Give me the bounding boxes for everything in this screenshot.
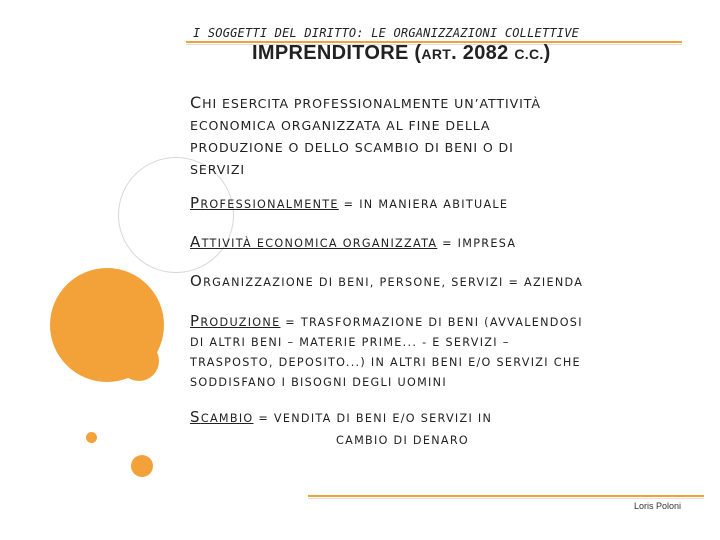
term-label: TTIVITÀ ECONOMICA ORGANIZZATA <box>201 237 438 250</box>
definition-paragraph <box>190 92 660 181</box>
decorative-circle-tiny <box>86 432 97 443</box>
definition-line2: ECONOMICA ORGANIZZATA AL FINE DELLA <box>190 118 491 133</box>
term-cap: P <box>190 312 201 330</box>
term-definition: = VENDITA DI BENI E/O SERVIZI IN <box>253 412 493 425</box>
slide-title <box>252 42 551 65</box>
term-definition: = IMPRESA <box>437 237 517 250</box>
title-art: ART <box>421 46 452 62</box>
definition-line3: PRODUZIONE O DELLO SCAMBIO DI BENI O DI <box>190 140 514 155</box>
decorative-circle-small <box>131 455 153 477</box>
term-definition: = IN MANIERA ABITUALE <box>338 198 509 211</box>
slide-header: I SOGGETTI DEL DIRITTO: LE ORGANIZZAZIONI COLLETTIVE <box>193 26 580 40</box>
term-professionalmente <box>190 194 508 212</box>
term-cap: S <box>190 408 201 426</box>
definition-cap: C <box>190 93 203 112</box>
term-definition-line4: SODDISFANO I BISOGNI DEGLI UOMINI <box>190 376 447 389</box>
term-cap: P <box>190 194 201 212</box>
term-organizzazione <box>190 272 583 290</box>
term-definition-line2: DI ALTRI BENI – MATERIE PRIME... - E SERVIZI – <box>190 336 510 349</box>
footer-author: Loris Poloni <box>634 501 682 511</box>
term-cap: O <box>190 272 204 290</box>
title-num: . 2082 <box>451 42 515 64</box>
term-definition: = TRASFORMAZIONE DI BENI (AVVALENDOSI <box>280 316 583 329</box>
term-label: CAMBIO <box>200 412 254 425</box>
title-cc: C.C. <box>514 46 544 62</box>
footer-rule-shadow <box>308 498 704 499</box>
term-label: ROFESSIONALMENTE <box>200 198 339 211</box>
decorative-circle-medium <box>119 341 159 381</box>
term-label: RODUZIONE <box>200 316 281 329</box>
definition-line4: SERVIZI <box>190 162 245 177</box>
term-produzione <box>190 311 583 393</box>
footer-rule <box>308 495 704 497</box>
term-scambio <box>190 406 492 452</box>
term-definition-line3: TRASPOSTO, DEPOSITO...) IN ALTRI BENI E/O SERVIZI CHE <box>190 356 581 369</box>
term-definition: = AZIENDA <box>503 276 584 289</box>
title-main: IMPRENDITORE ( <box>252 42 422 64</box>
term-label: RGANIZZAZIONE DI BENI, PERSONE, SERVIZI <box>203 276 504 289</box>
term-attivita <box>190 233 516 251</box>
title-end: ) <box>543 42 551 64</box>
definition-line1: HI ESERCITA PROFESSIONALMENTE UN’ATTIVITÀ <box>202 96 541 111</box>
term-definition-line2: CAMBIO DI DENARO <box>336 434 470 447</box>
term-cap: A <box>190 233 202 251</box>
